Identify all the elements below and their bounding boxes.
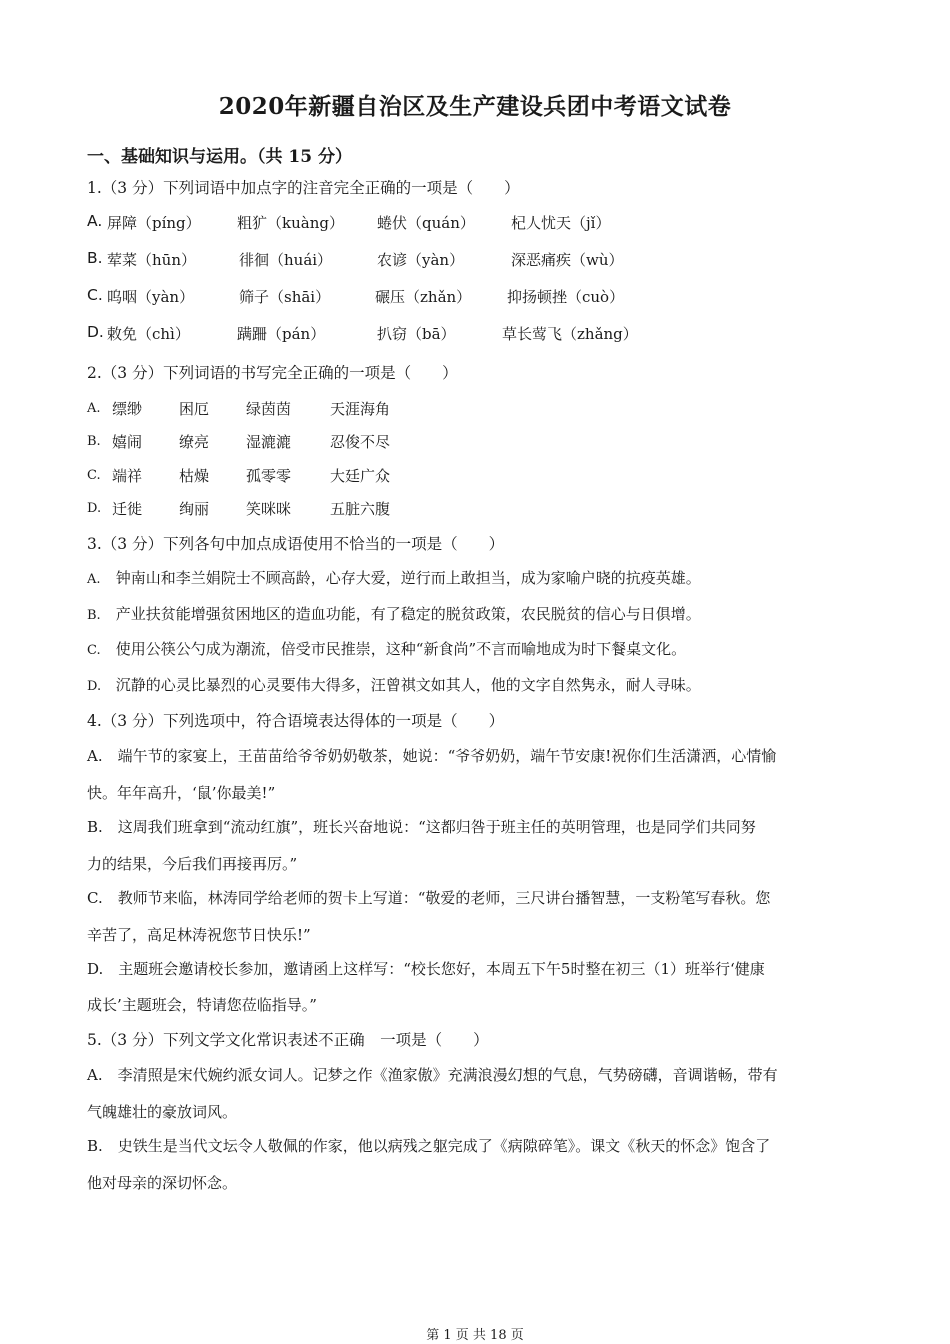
page-title: 2020年新疆自治区及生产建设兵团中考语文试卷 [218,93,732,120]
option-item: 粗犷（kuàng） [237,214,344,232]
option-item: 荤菜（hūn） [107,251,196,269]
option-item: 徘徊（huái） [239,251,333,269]
option-text: 钟南山和李兰娟院士不顾高龄，心存大爱，逆行而上敢担当，成为家喻户晓的抗疫英雄。 [115,569,701,587]
option-item: 扒窃（bā） [377,325,456,343]
section-heading: 一、基础知识与运用。（共 15 分） [87,147,352,167]
question-4-line: 力的结果，今后我们再接再厉。” [87,855,298,873]
option-label: C. [87,286,103,304]
option-item: 碾压（zhǎn） [375,288,472,306]
question-4-stem: 4.（3 分）下列选项中，符合语境表达得体的一项是（ ） [87,712,505,730]
question-3-option-b [87,603,701,624]
option-item: 蹒跚（pán） [237,325,326,343]
option-label: B. [87,249,103,267]
option-label: A. [87,212,103,230]
option-label: D. [87,323,104,341]
question-2-option-a [87,398,391,418]
question-1-stem: 1.（3 分）下列词语中加点字的注音完全正确的一项是（ ） [87,179,520,197]
option-item: 屏障（píng） [107,214,201,232]
question-2-option-c [87,465,391,485]
option-item: 深恶痛疾（wù） [511,251,624,269]
option-text: 使用公筷公勺成为潮流，倍受市民推崇，这种“新食尚”不言而喻地成为时下餐桌文化。 [115,640,687,658]
option-item: 缭亮 [179,433,210,451]
option-text: 沉静的心灵比暴烈的心灵要伟大得多，汪曾祺文如其人，他的文字自然隽永，耐人寻味。 [115,676,701,694]
question-4-line: 快。年年高升，‘鼠’你最美!” [87,784,276,802]
option-label: B. [87,608,101,623]
option-item: 端祥 [112,467,143,485]
option-label: A. [87,572,101,587]
page-footer: 第 1 页 共 18 页 [426,1328,524,1343]
option-item: 农谚（yàn） [377,251,465,269]
question-4-line: A. 端午节的家宴上，王苗苗给爷爷奶奶敬茶，她说：“爷爷奶奶，端午节安康!祝你们生活潇洒，心情愉 [87,747,777,765]
option-item: 湿漉漉 [246,433,292,451]
question-2-stem: 2.（3 分）下列词语的书写完全正确的一项是（ ） [87,364,458,382]
option-item: 敕免（chì） [107,325,190,343]
question-1-option-c [87,286,625,306]
option-label: C. [87,468,101,483]
option-item: 忍俊不尽 [330,433,391,451]
question-4-line: 辛苦了，高足林涛祝您节日快乐!” [87,926,311,944]
option-item: 迁徙 [112,500,143,518]
option-label: C. [87,643,101,658]
question-3-stem: 3.（3 分）下列各句中加点成语使用不恰当的一项是（ ） [87,535,505,553]
question-4-line: C. 教师节来临，林涛同学给老师的贺卡上写道：“敬爱的老师，三尺讲台播智慧，一支粉笔写春秋。您 [87,889,771,907]
question-3-option-d [87,674,701,695]
option-item: 绿茵茵 [246,400,292,418]
question-4-line: D. 主题班会邀请校长参加，邀请函上这样写：“校长您好，本周五下午5时整在初三（1）班举行‘健康 [87,960,765,978]
option-item: 缥缈 [112,400,143,418]
option-item: 困厄 [179,400,210,418]
option-item: 天涯海角 [330,400,391,418]
option-text: 产业扶贫能增强贫困地区的造血功能，有了稳定的脱贫政策，农民脱贫的信心与日俱增。 [115,605,701,623]
question-1-option-d [87,323,638,343]
question-1-option-a [87,212,611,232]
option-label: D. [87,679,102,694]
option-label: D. [87,501,102,516]
option-item: 抑扬顿挫（cuò） [507,288,625,306]
question-4-line: 成长’主题班会，特请您莅临指导。” [87,996,317,1014]
option-label: B. [87,434,101,449]
question-5-line: 他对母亲的深切怀念。 [87,1174,238,1192]
option-item: 草长莺飞（zhǎng） [502,325,638,343]
option-item: 嬉闹 [112,433,143,451]
option-item: 蜷伏（quán） [377,214,475,232]
question-5-line: 气魄雄壮的豪放词风。 [87,1103,238,1121]
option-item: 五脏六腹 [330,500,391,518]
question-3-option-c [87,638,686,659]
question-3-option-a [87,567,701,588]
option-item: 枯燥 [179,467,210,485]
question-5-stem: 5.（3 分）下列文学文化常识表述不正确 一项是（ ） [87,1031,489,1049]
question-1-option-b [87,249,624,269]
option-item: 笑咪咪 [246,500,292,518]
question-2-option-b [87,431,391,451]
question-4-line: B. 这周我们班拿到“流动红旗”，班长兴奋地说：“这都归咎于班主任的英明管理，也是同学们共同努 [87,818,756,836]
question-5-line: B. 史铁生是当代文坛令人敬佩的作家，他以病残之躯完成了《病隙碎笔》。课文《秋天的怀念》饱含了 [87,1137,771,1155]
option-item: 孤零零 [246,467,292,485]
option-item: 呜咽（yàn） [107,288,195,306]
option-item: 绚丽 [179,500,210,518]
option-item: 杞人忧天（jǐ） [511,214,611,232]
option-item: 大廷广众 [330,467,391,485]
option-label: A. [87,401,101,416]
option-item: 筛子（shāi） [239,288,331,306]
question-5-line: A. 李清照是宋代婉约派女词人。记梦之作《渔家傲》充满浪漫幻想的气息，气势磅礴，音调谐畅，带有 [87,1066,778,1084]
question-2-option-d [87,498,391,518]
